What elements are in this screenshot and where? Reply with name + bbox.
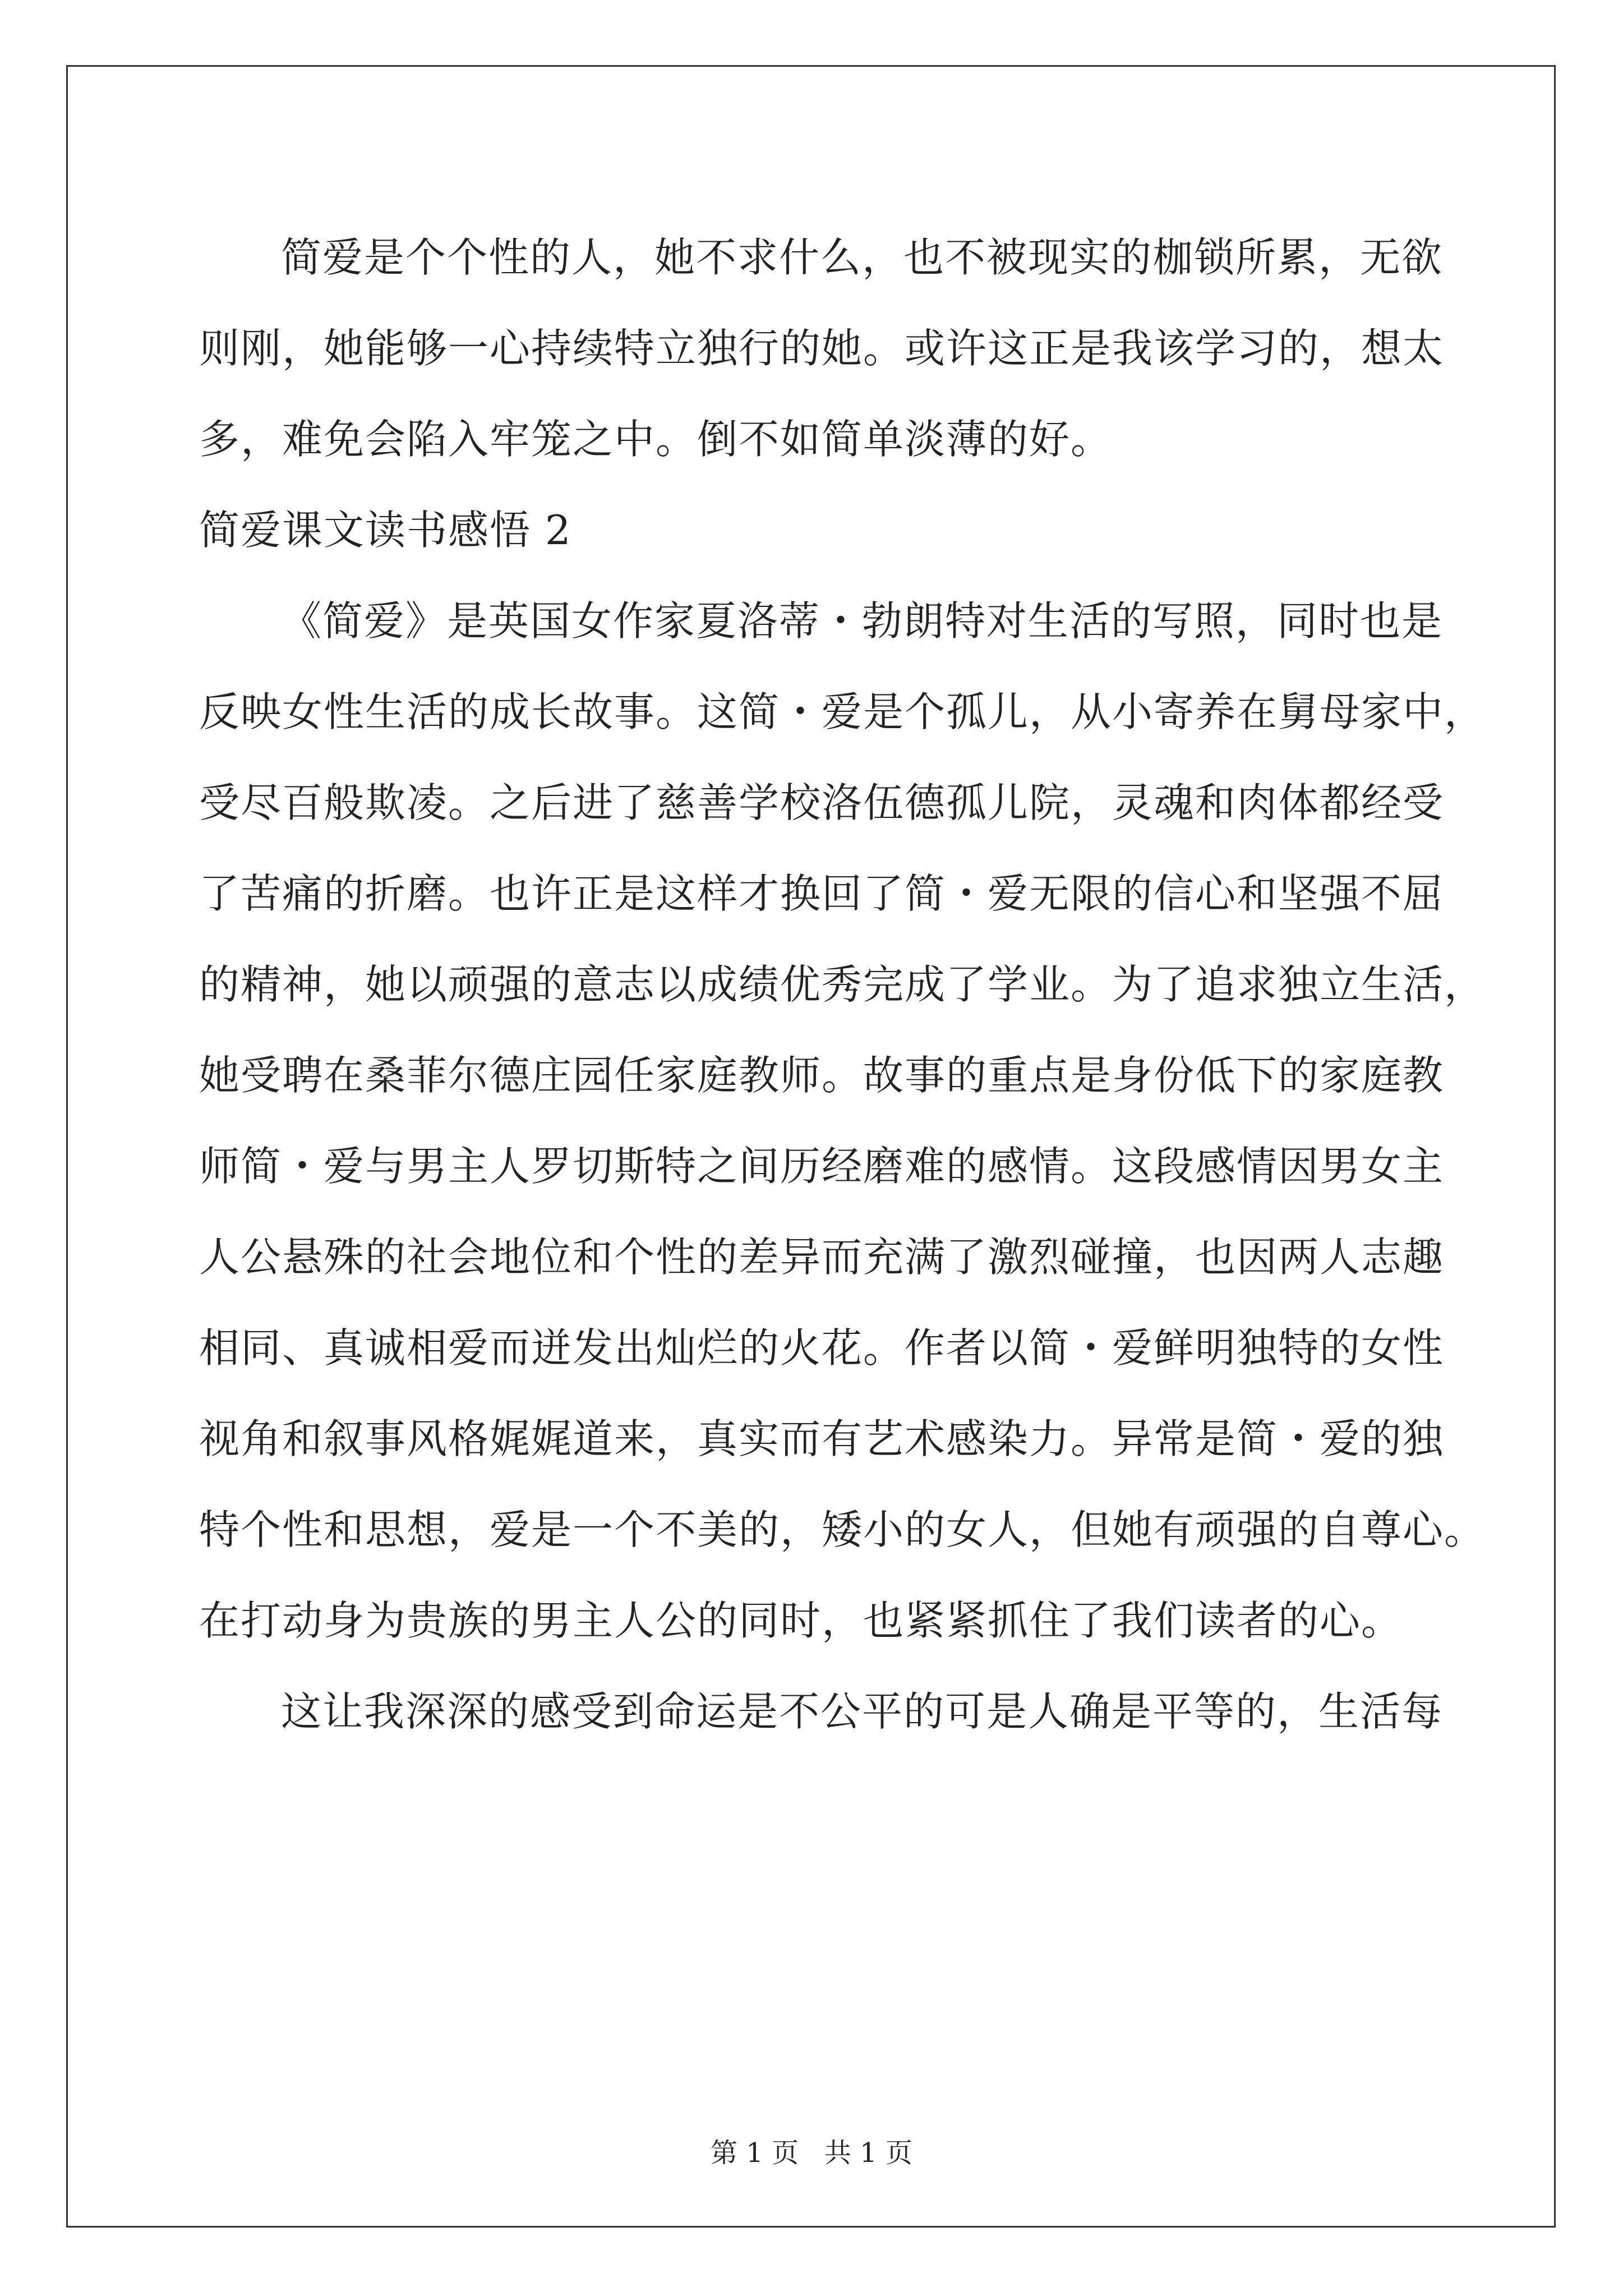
section-heading: 简爱课文读书感悟 2 xyxy=(199,507,572,554)
text-line: 她受聘在桑菲尔德庄园任家庭教师。故事的重点是身份低下的家庭教 xyxy=(199,1052,1445,1099)
page-number: 第 1 页 xyxy=(711,2137,799,2169)
text-line: 反映女性生活的成长故事。这简・爱是个孤儿，从小寄养在舅母家中， xyxy=(199,688,1486,735)
paragraph xyxy=(199,1666,1444,1757)
text-line: 的精神，她以顽强的意志以成绩优秀完成了学业。为了追求独立生活， xyxy=(199,961,1486,1008)
page-footer xyxy=(0,2136,1623,2170)
text-line: 师简・爱与男主人罗切斯特之间历经磨难的感情。这段感情因男女主 xyxy=(199,1143,1445,1190)
paragraph xyxy=(199,212,1445,485)
paragraph xyxy=(199,576,1486,1666)
text-line: 多，难免会陷入牢笼之中。倒不如简单淡薄的好。 xyxy=(199,416,1113,463)
text-line: 相同、真诚相爱而迸发出灿烂的火花。作者以简・爱鲜明独特的女性 xyxy=(199,1324,1445,1372)
text-line: 特个性和思想，爱是一个不美的，矮小的女人，但她有顽强的自尊心。 xyxy=(199,1506,1486,1553)
text-line: 则刚，她能够一心持续特立独行的她。或许这正是我该学习的，想太 xyxy=(199,325,1445,372)
document-body xyxy=(199,212,1486,1757)
text-line: 简爱是个个性的人，她不求什么，也不被现实的枷锁所累，无欲 xyxy=(281,234,1444,281)
text-line: 这让我深深的感受到命运是不公平的可是人确是平等的，生活每 xyxy=(281,1688,1444,1735)
text-line: 视角和叙事风格娓娓道来，真实而有艺术感染力。异常是简・爱的独 xyxy=(199,1415,1445,1462)
text-line: 《简爱》是英国女作家夏洛蒂・勃朗特对生活的写照，同时也是 xyxy=(281,597,1444,645)
page-total: 共 1 页 xyxy=(824,2137,912,2169)
text-line: 在打动身为贵族的男主人公的同时，也紧紧抓住了我们读者的心。 xyxy=(199,1597,1403,1644)
text-line: 人公悬殊的社会地位和个性的差异而充满了激烈碰撞，也因两人志趣 xyxy=(199,1234,1445,1281)
text-line: 了苦痛的折磨。也许正是这样才换回了简・爱无限的信心和坚强不屈 xyxy=(199,870,1445,917)
text-line: 受尽百般欺凌。之后进了慈善学校洛伍德孤儿院，灵魂和肉体都经受 xyxy=(199,779,1445,826)
